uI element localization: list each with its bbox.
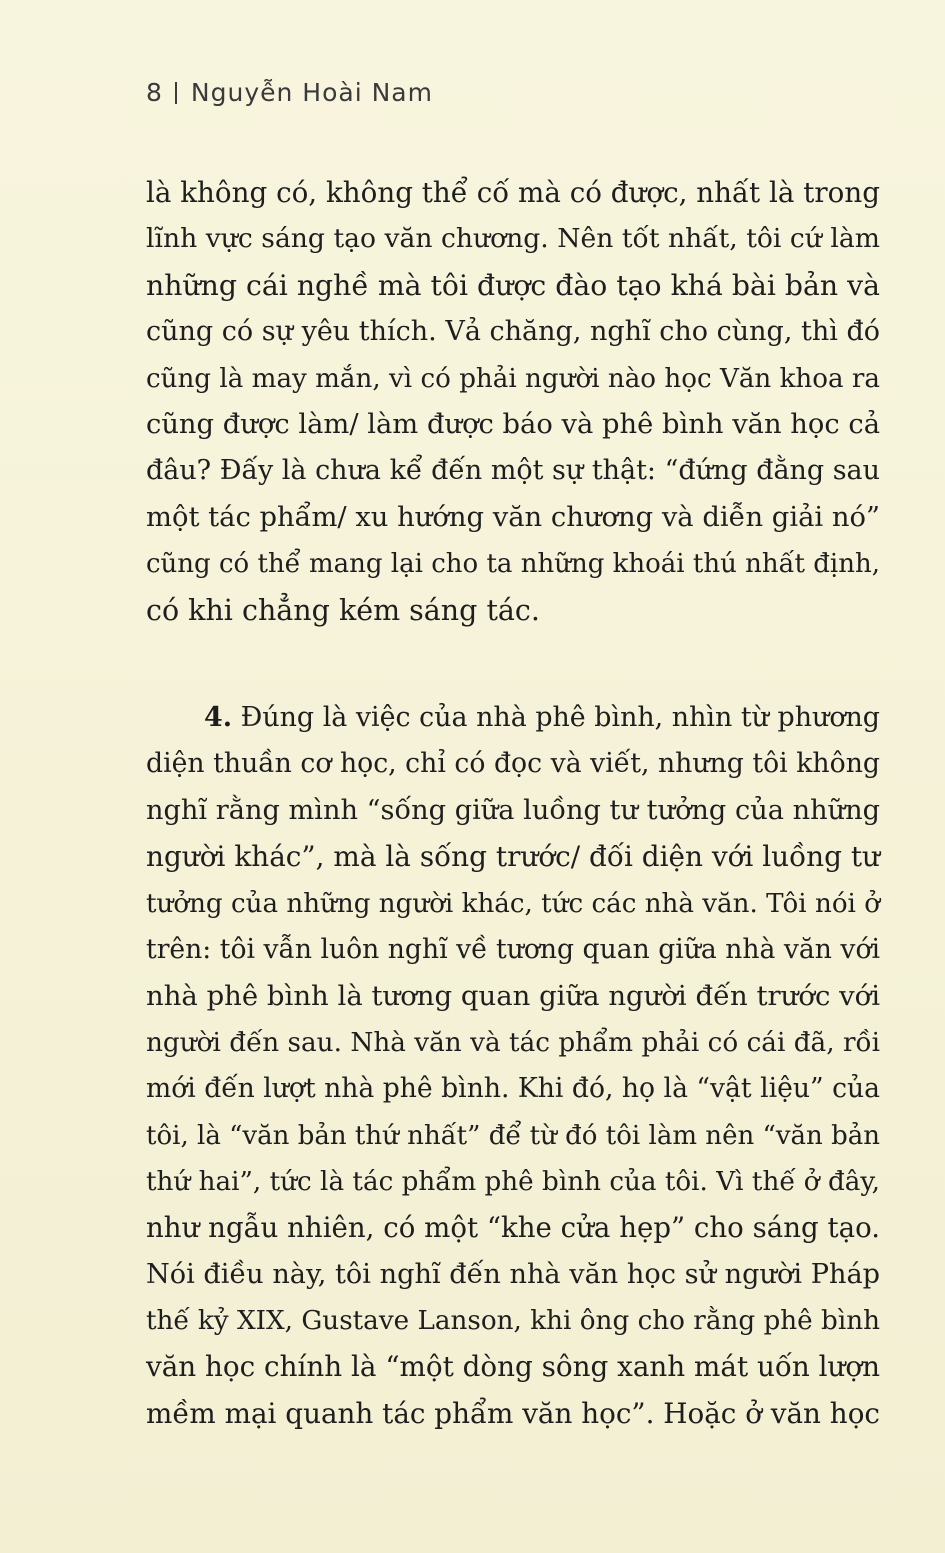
text-line: Nói điều này, tôi nghĩ đến nhà văn học sử người Pháp [146,1258,880,1290]
text-line: tưởng của những người khác, tức các nhà văn. Tôi nói ở [146,888,880,919]
section-number: 4. [204,702,233,733]
text-line: có khi chẳng kém sáng tác. [146,593,540,627]
text-line: những cái nghề mà tôi được đào tạo khá bài bản và [146,268,880,302]
text-line: cũng có sự yêu thích. Vả chăng, nghĩ cho cùng, thì đó [146,316,880,348]
text-line: lĩnh vực sáng tạo văn chương. Nên tốt nhất, tôi cứ làm [146,223,880,255]
text-line: cũng được làm/ làm được báo và phê bình văn học cả [146,408,880,440]
text-line: văn học chính là “một dòng sông xanh mát uốn lượn [146,1350,880,1384]
text-line: cũng có thể mang lại cho ta những khoái thú nhất định, [146,549,880,580]
author-name: Nguyễn Hoài Nam [190,78,433,107]
text-line: trên: tôi vẫn luôn nghĩ về tương quan giữa nhà văn với [146,933,880,965]
text-line: nghĩ rằng mình “sống giữa luồng tư tưởng của những [146,794,880,826]
text-line: nhà phê bình là tương quan giữa người đến trước với [146,980,880,1013]
text-line: diện thuần cơ học, chỉ có đọc và viết, nhưng tôi không [146,748,880,780]
text-line: thế kỷ XIX, Gustave Lanson, khi ông cho rằng phê bình [146,1306,880,1337]
text-line: người đến sau. Nhà văn và tác phẩm phải có cái đã, rồi [146,1027,880,1058]
first-line-text: Đúng là việc của nhà phê bình, nhìn từ phương [240,702,880,733]
text-line: đâu? Đấy là chưa kể đến một sự thật: “đứng đằng sau [146,455,880,487]
text-line-first [146,695,880,741]
paragraph-2 [146,695,880,1437]
text-line: như ngẫu nhiên, có một “khe cửa hẹp” cho sáng tạo. [146,1211,880,1245]
text-line: cũng là may mắn, vì có phải người nào học Văn khoa ra [146,363,880,394]
text-line: tôi, là “văn bản thứ nhất” để từ đó tôi làm nên “văn bản [146,1120,880,1151]
text-line: là không có, không thể cố mà có được, nhất là trong [146,176,880,209]
text-line: mềm mại quanh tác phẩm văn học”. Hoặc ở văn học [146,1396,880,1430]
text-line: người khác”, mà là sống trước/ đối diện với luồng tư [146,840,880,874]
text-line: thứ hai”, tức là tác phẩm phê bình của tôi. Vì thế ở đây, [146,1166,880,1197]
paragraph-1 [146,170,880,634]
header-separator [175,82,177,104]
text-line: một tác phẩm/ xu hướng văn chương và diễn giải nó” [146,501,880,533]
running-header [146,78,433,107]
page-number: 8 [146,78,163,107]
text-line: mới đến lượt nhà phê bình. Khi đó, họ là “vật liệu” của [146,1073,880,1105]
